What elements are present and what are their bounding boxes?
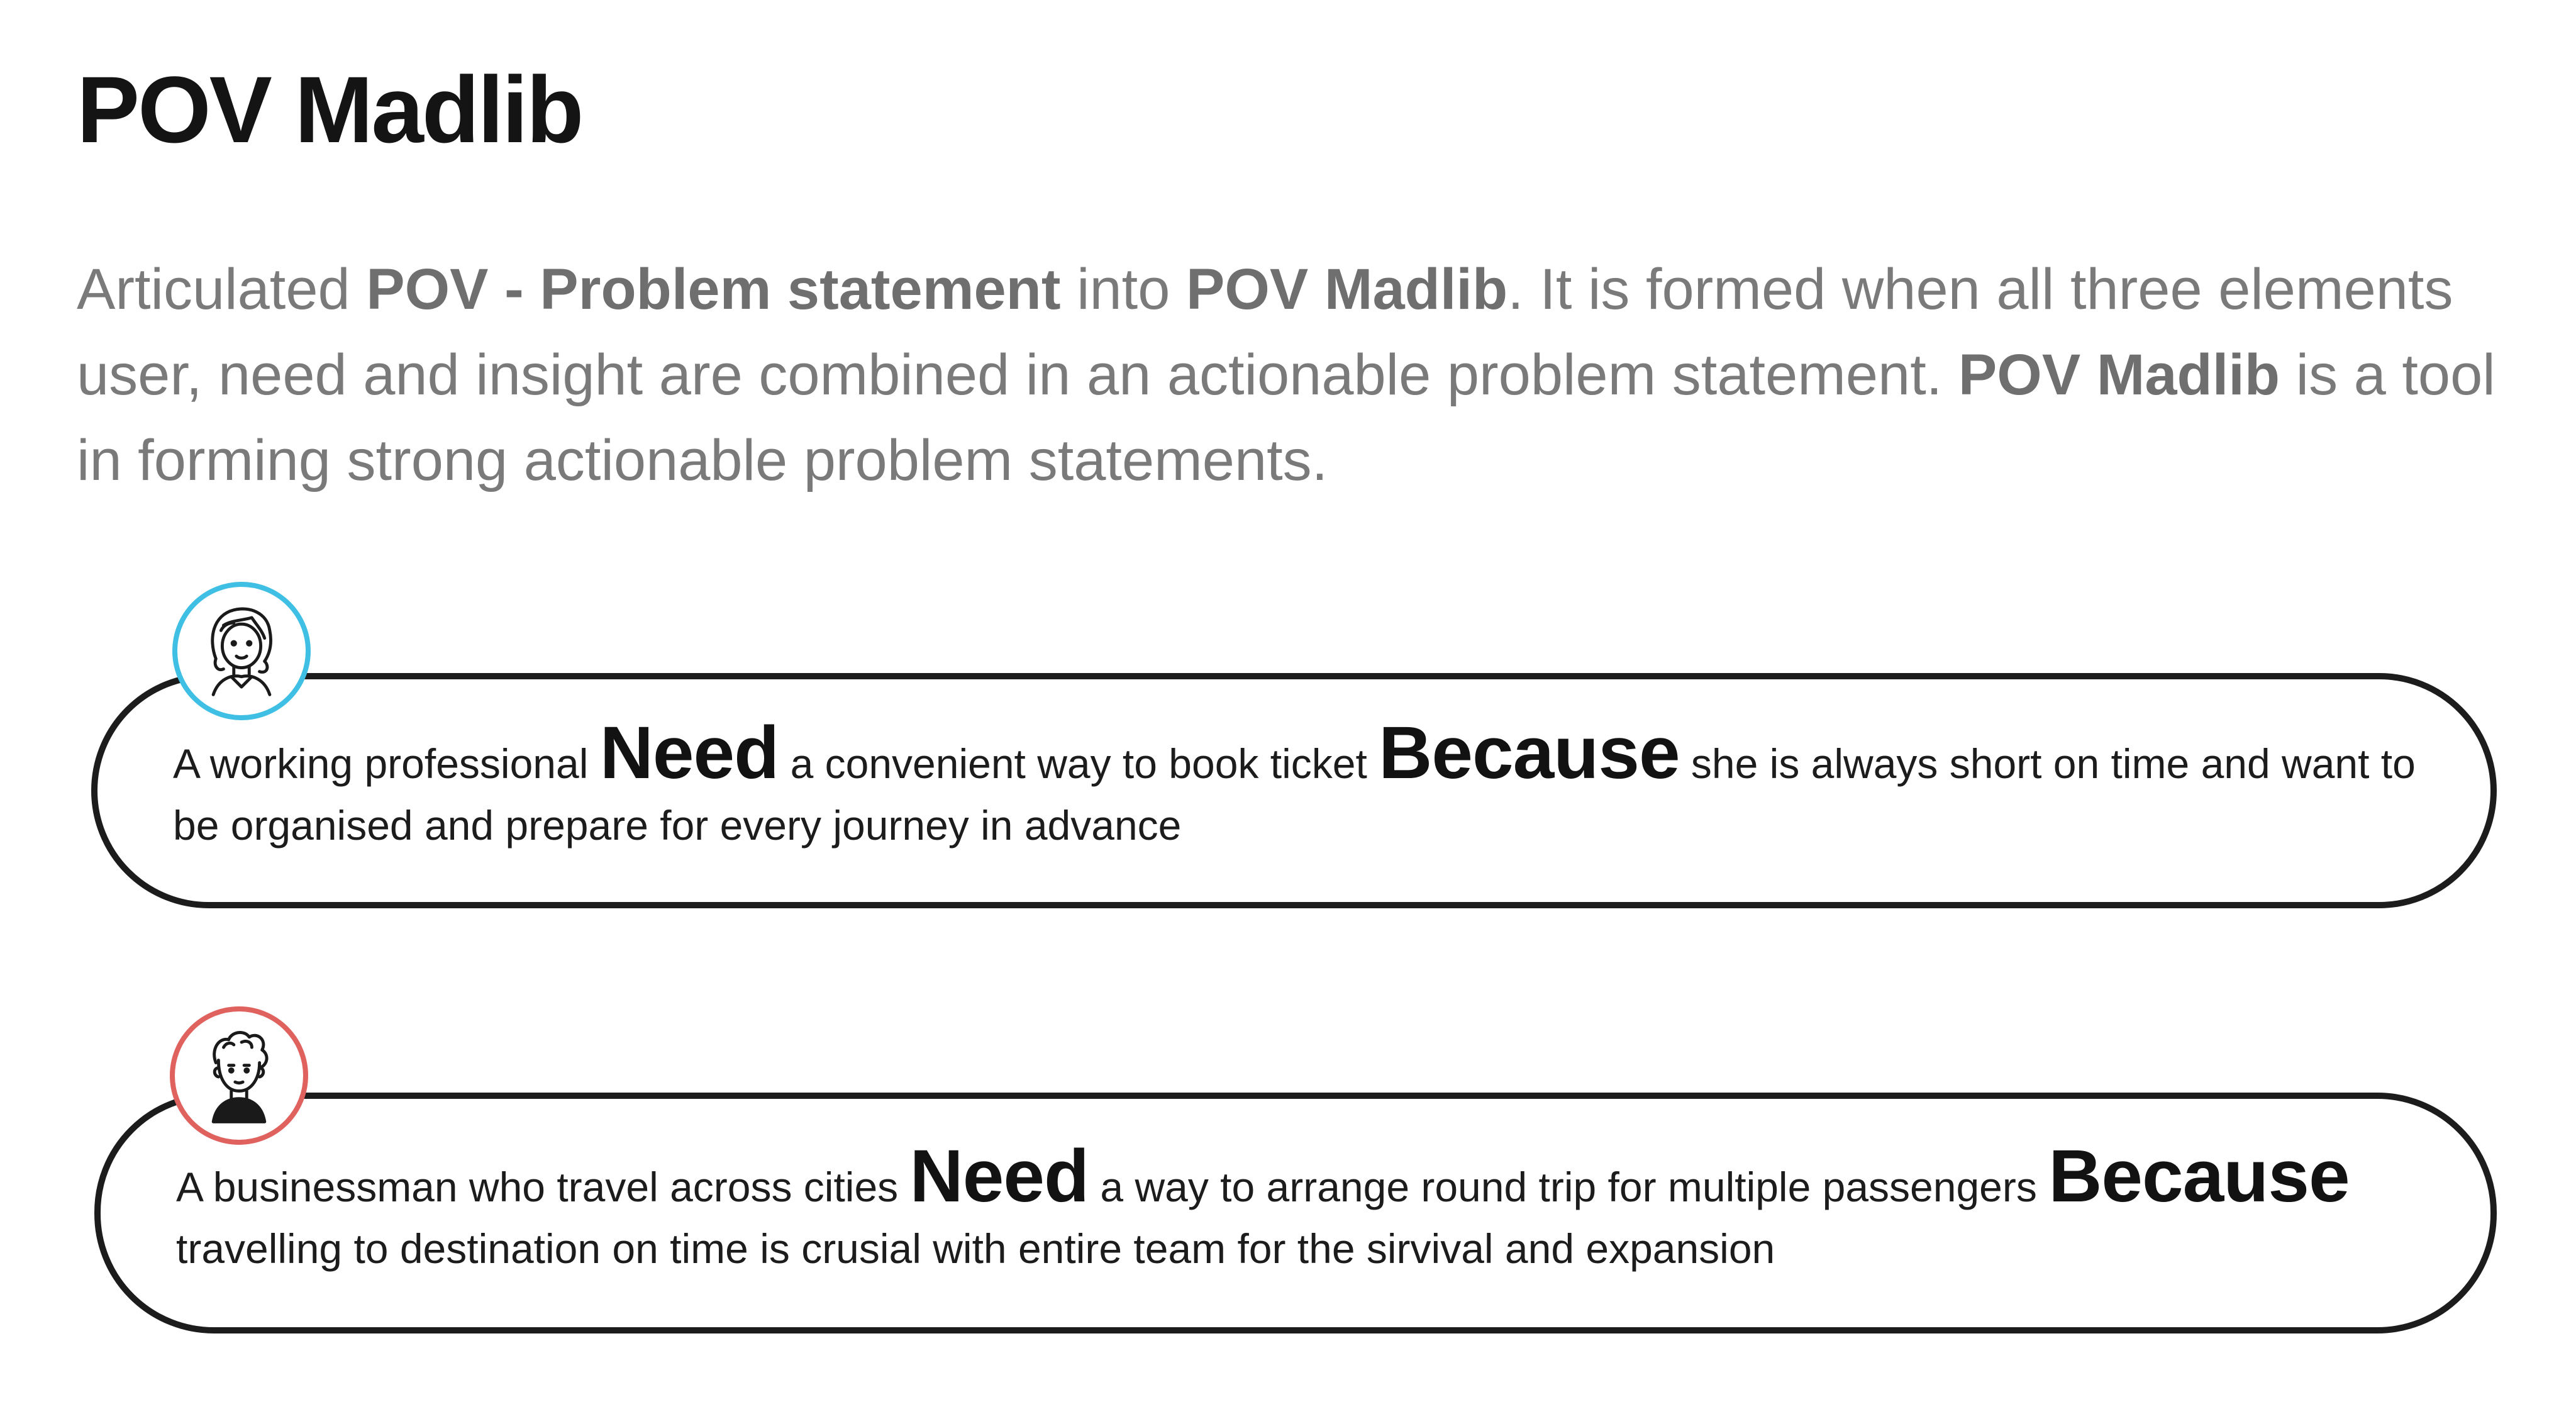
- because-keyword: Because: [2048, 1135, 2350, 1218]
- pov-statement-card: [94, 1093, 2497, 1333]
- intro-text: Articulated: [77, 257, 367, 321]
- need-keyword: Need: [599, 711, 779, 794]
- intro-bold-term: POV Madlib: [1958, 343, 2280, 407]
- pov-insight: travelling to destination on time is crusial with entire team for the sirvival and expansion: [176, 1225, 1775, 1272]
- intro-bold-term: POV Madlib: [1185, 257, 1508, 321]
- page-title: POV Madlib: [77, 57, 582, 162]
- pov-statement: [173, 711, 2421, 856]
- intro-paragraph: [77, 247, 2517, 503]
- pov-statement: [176, 1135, 2421, 1279]
- woman-avatar-icon: [172, 582, 311, 720]
- intro-bold-term: POV - Problem statement: [366, 257, 1061, 321]
- intro-text: into: [1060, 257, 1186, 321]
- intro-text: . It is formed when all three elements user, need and insight are combined in an actionable problem statement.: [77, 257, 2453, 407]
- pov-user: A working professional: [173, 740, 589, 787]
- because-keyword: Because: [1379, 711, 1680, 794]
- intro-text: is a tool in forming strong actionable problem statements.: [77, 343, 2496, 493]
- man-avatar-icon: [170, 1006, 308, 1145]
- pov-user: A businessman who travel across cities: [176, 1164, 899, 1210]
- pov-statement-card: [91, 673, 2497, 908]
- pov-need: a way to arrange round trip for multiple passengers: [1100, 1164, 2037, 1210]
- pov-insight: she is always short on time and want to be organised and prepare for every journey in advance: [173, 740, 2416, 849]
- pov-need: a convenient way to book ticket: [790, 740, 1367, 787]
- need-keyword: Need: [909, 1135, 1089, 1218]
